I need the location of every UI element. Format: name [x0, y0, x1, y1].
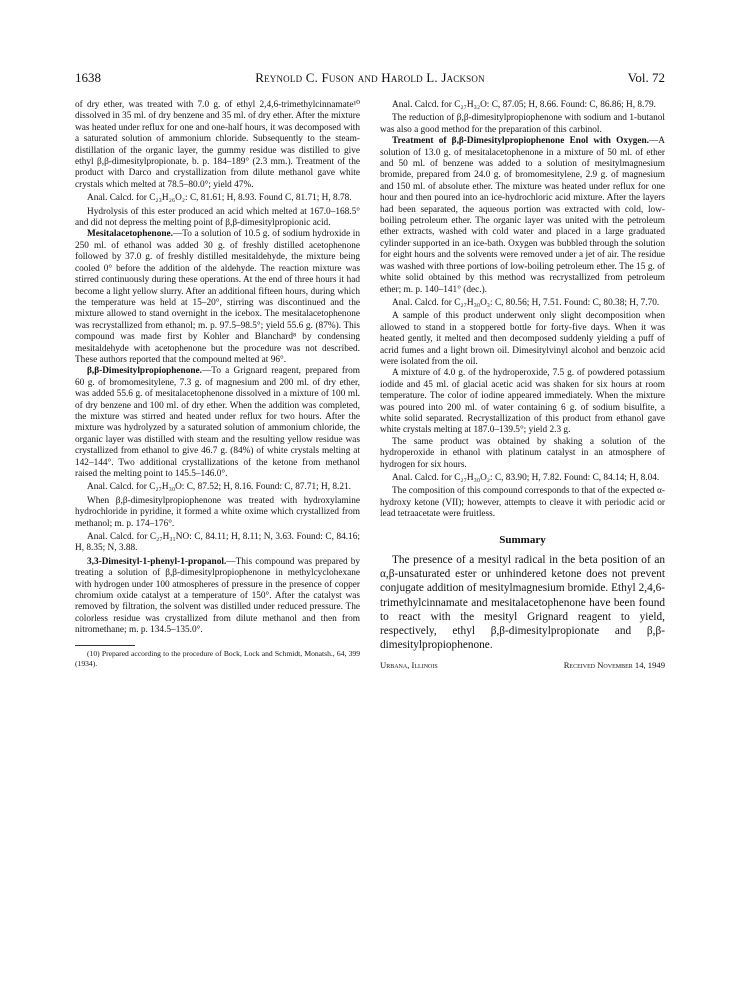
paragraph: Hydrolysis of this ester produced an acid which melted at 167.0–168.5° and did not depress the melting point of β,β-dimesitylpropionic acid. [75, 206, 360, 229]
footnote-divider [75, 645, 135, 646]
running-header [75, 70, 665, 88]
section-heading: β,β-Dimesitylpropiophenone. [87, 366, 202, 377]
summary-text: The presence of a mesityl radical in the beta position of an α,β-unsaturated ester or unhindered ketone does not prevent conjugate addition of mesitylmagnesium bromide. Ethyl 2,4,6-trimethylcinnamate and mesitalacetophenone have been found to react with the mesityl Grignard reagent to yield, respectively, ethyl β,β-dimesitylpropionate and β,β-dimesitylpropiophenone. [380, 554, 665, 652]
section-heading: Mesitalacetophenone. [87, 229, 173, 240]
section-heading: 3,3-Dimesityl-1-phenyl-1-propanol. [87, 556, 227, 567]
paragraph: When β,β-dimesitylpropiophenone was treated with hydroxylamine hydrochloride in pyridine, it formed a white oxime which crystallized from methanol; m. p. 174–176°. [75, 495, 360, 529]
analysis-line: Anal. Calcd. for C₂₃H₂₆O₂: C, 81.61; H, 8.93. Found C, 81.71; H, 8.78. [87, 193, 352, 204]
paragraph: The same product was obtained by shaking a solution of the hydroperoxide in ethanol with platinum catalyst in an atmosphere of hydrogen for six hours. [380, 436, 665, 470]
analysis-line: Anal. Calcd. for C₂₇H₃₀O₂: C, 83.90; H, 7.82. Found: C, 84.14; H, 8.04. [392, 473, 660, 483]
paragraph-text: —To a solution of 10.5 g. of sodium hydroxide in 250 ml. of ethanol was added 30 g. of freshly distilled acetophenone followed by 37.0 g. of freshly distilled mesitaldehyde, the mixture being cooled 0° before the addition of the aldehyde. The reaction mixture was stirred continuously during these operations. At the end of three hours it had become a light yellow slurry. After an additional fifteen hours, during which the temperature was held at 15–20°, stirring was discontinued and the mixture allowed to stand overnight in the icebox. The mesitalacetophenone was recrystallized from ethanol; m. p. 97.5–98.5°; yield 55.6 g. (87%). This compound was made first by Kohler and Blanchard⁸ by condensing mesitaldehyde with acetophenone but the procedure was not described. These authors reported that the compound melted at 96°. [75, 229, 360, 365]
analysis-line: Anal. Calcd. for C₂₇H₃₂O: C, 87.05; H, 8.66. Found: C, 86.86; H, 8.79. [392, 100, 656, 110]
paragraph [380, 136, 665, 296]
paragraph-text: —A solution of 13.0 g. of mesitalacetophenone in a mixture of 50 ml. of ether and 50 ml. of benzene was added to a solution of mesitylmagnesium bromide, prepared from 24.0 g. of bromomesitylene, 2.9 g. of magnesium and 150 ml. of absolute ether. The mixture was heated under reflux for one hour and then poured into an ice-hydrochloric acid mixture. After the layers had been separated, the aqueous portion was extracted with cold, low-boiling petroleum ether. The organic layer was united with the petroleum ether extracts, washed with cold water and placed in a large graduated cylinder supported in an ice-bath. Oxygen was bubbled through the solution for eight hours and the solvents were removed under a jet of air. The residue was washed with three portions of low-boiling petroleum ether. The 15 g. of white solid obtained by this method was recrystallized from petroleum ether; m. p. 140–141° (dec.). [380, 136, 665, 295]
section-heading: Treatment of β,β-Dimesitylpropiophenone Enol with Oxygen. [392, 136, 649, 147]
left-column [75, 100, 360, 669]
volume-label: Vol. 72 [627, 70, 665, 85]
analysis-line: Anal. Calcd. for C₂₇H₃₀O: C, 87.52; H, 8.16. Found: C, 87.71; H, 8.21. [87, 482, 351, 493]
paragraph: A sample of this product underwent only slight decomposition when allowed to stand in a stoppered bottle for forty-five days. When it was heated gently, it melted and then decomposed suddenly yielding a puff of acrid fumes and a light brown oil. Dimesitylvinyl alcohol and benzoic acid were isolated from the oil. [380, 311, 665, 367]
received-date: Received November 14, 1949 [563, 660, 665, 671]
paragraph [75, 557, 360, 637]
analysis-line: Anal. Calcd. for C₂₇H₃₀O₃: C, 80.56; H, 7.51. Found: C, 80.38; H, 7.70. [392, 297, 660, 308]
summary-heading: Summary [499, 533, 546, 546]
paragraph-text: —This compound was prepared by treating a solution of β,β-dimesitylpropiophenone in methylcyclohexane with hydrogen under 100 atmospheres of pressure in the presence of copper chromium oxide catalyst at a temperature of 150°. After the catalyst was removed by filtration, the solvent was distilled under reduced pressure. The colorless residue was crystallized from dilute methanol and then from nitromethane; m. p. 134.5–135.0°. [75, 556, 360, 636]
paragraph: A mixture of 4.0 g. of the hydroperoxide, 7.5 g. of powdered potassium iodide and 45 ml. of glacial acetic acid was shaken for six hours at room temperature. The color of iodine appeared immediately. When the mixture was poured into 200 ml. of water containing 6 g. of sodium bisulfite, a white solid separated. Recrystallization of this product from ethanol gave white crystals melting at 187.0–139.5°; yield 2.3 g. [380, 368, 665, 436]
page-number: 1638 [75, 70, 101, 85]
paragraph [75, 229, 360, 366]
footnote: (10) Prepared according to the procedure of Bock, Lock and Schmidt, Monatsh., 64, 399 (1934). [75, 648, 360, 668]
paragraph: of dry ether, was treated with 7.0 g. of ethyl 2,4,6-trimethylcinnamate¹⁰ dissolved in 35 ml. of dry benzene and 35 ml. of dry ether. After the mixture was heated under reflux for one and one-half hours, it was decomposed with a saturated solution of ammonium chloride. Subsequently to the steam-distillation of the organic layer, the gummy residue was distilled to give ethyl β,β-dimesitylpropionate, b. p. 184–189° (2.3 mm.). Treatment of the product with Darco and crystallization from dilute methanol gave white crystals which melted at 78.5–80.0°; yield 47%. [75, 100, 360, 190]
paragraph: The reduction of β,β-dimesitylpropiophenone with sodium and 1-butanol was also a good method for the preparation of this carbinol. [380, 113, 665, 135]
paragraph [75, 366, 360, 480]
running-title: Reynold C. Fuson and Harold L. Jackson [255, 70, 485, 85]
paragraph: The composition of this compound corresponds to that of the expected α-hydroxy ketone (VII); however, attempts to cleave it with periodic acid or lead tetraacetate were fruitless. [380, 486, 665, 520]
location: Urbana, Illinois [380, 660, 438, 671]
right-column [380, 100, 665, 672]
paragraph-text: —To a Grignard reagent, prepared from 60 g. of bromomesitylene, 7.3 g. of magnesium and 200 ml. of dry ether, was added 55.6 g. of mesitalacetophenone dissolved in a mixture of 100 ml. of dry benzene and 100 ml. of dry ether. When the addition was completed, the mixture was stirred and heated under reflux for two hours. After the mixture was hydrolyzed by a saturated solution of ammonium chloride, the organic layer was distilled with steam and the resulting yellow residue was crystallized from ethanol to give 46.7 g. (84%) of white crystals melting at 142–144°. Two additional crystallizations of the ketone from methanol raised the melting point to 145.5–146.0°. [75, 366, 360, 479]
analysis-line: Anal. Calcd. for C₂₇H₃₁NO: C, 84.11; H, 8.11; N, 3.63. Found: C, 84.16; H, 8.35; N, 3.88. [75, 532, 360, 554]
signature-line [380, 660, 665, 671]
